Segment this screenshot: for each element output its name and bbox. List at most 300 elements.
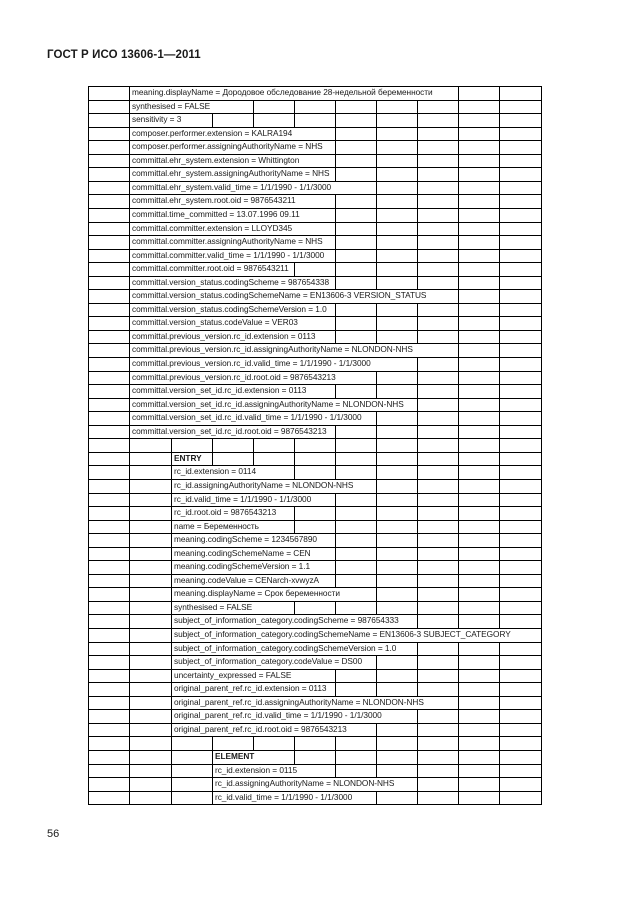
table-cell-text: rc_id.root.oid = 9876543213 — [174, 507, 277, 517]
table-column-rule — [541, 642, 542, 656]
table-column-rule — [499, 316, 500, 331]
table-column-rule — [129, 425, 130, 439]
table-column-rule — [541, 289, 542, 304]
table-column-rule — [376, 113, 377, 128]
table-column-rule — [417, 425, 418, 439]
table-column-rule — [376, 127, 377, 141]
table-column-rule — [541, 181, 542, 195]
table-column-rule — [499, 154, 500, 168]
table-column-rule — [129, 709, 130, 724]
table-column-rule — [335, 303, 336, 317]
table-column-rule — [458, 303, 459, 317]
table-column-rule — [129, 262, 130, 277]
table-column-rule — [335, 316, 336, 331]
table-column-rule — [499, 113, 500, 128]
table-column-rule — [376, 208, 377, 223]
table-column-rule — [499, 208, 500, 223]
table-column-rule — [417, 235, 418, 250]
table-column-rule — [417, 520, 418, 534]
table-column-rule — [88, 709, 89, 724]
table-column-rule — [335, 533, 336, 548]
table-column-rule — [541, 560, 542, 575]
section-heading: ENTRY — [174, 453, 202, 463]
table-column-rule — [88, 614, 89, 629]
table-column-rule — [171, 452, 172, 466]
table-column-rule — [171, 587, 172, 602]
table-column-rule — [171, 764, 172, 778]
table-column-rule — [541, 208, 542, 223]
table-cell-text: committal.committer.valid_time = 1/1/1990 - 1/1/3000 — [132, 250, 325, 260]
table-column-rule — [376, 452, 377, 466]
table-column-rule — [417, 262, 418, 277]
table-column-rule — [129, 560, 130, 575]
table-column-rule — [499, 750, 500, 765]
table-column-rule — [212, 736, 213, 751]
table-cell-text: committal.ehr_system.assigningAuthorityName = NHS — [132, 168, 330, 178]
table-column-rule — [417, 764, 418, 778]
table-column-rule — [417, 411, 418, 426]
table-column-rule — [171, 750, 172, 765]
table-column-rule — [129, 764, 130, 778]
table-cell-text: committal.ehr_system.valid_time = 1/1/1990 - 1/1/3000 — [132, 182, 332, 192]
table-column-rule — [88, 479, 89, 494]
table-column-rule — [129, 208, 130, 223]
table-column-rule — [458, 709, 459, 724]
table-column-rule — [541, 167, 542, 182]
table-column-rule — [171, 438, 172, 453]
table-column-rule — [129, 222, 130, 236]
table-column-rule — [499, 167, 500, 182]
table-column-rule — [541, 425, 542, 439]
table-column-rule — [541, 235, 542, 250]
table-column-rule — [129, 696, 130, 710]
table-cell-text: committal.version_status.codingSchemeVersion = 1.0 — [132, 304, 327, 314]
table-column-rule — [171, 465, 172, 480]
table-column-rule — [417, 777, 418, 792]
table-column-rule — [129, 736, 130, 751]
table-column-rule — [376, 154, 377, 168]
table-cell-text: subject_of_information_category.codingSchemeName = EN13606-3 SUBJECT_CATEGORY — [174, 629, 511, 639]
table-column-rule — [458, 791, 459, 805]
table-column-rule — [88, 208, 89, 223]
table-column-rule — [541, 696, 542, 710]
table-column-rule — [499, 506, 500, 521]
table-column-rule — [458, 113, 459, 128]
table-cell-text: committal.committer.assigningAuthorityName = NHS — [132, 236, 323, 246]
table-column-rule — [541, 357, 542, 372]
table-column-rule — [376, 249, 377, 263]
table-column-rule — [294, 465, 295, 480]
table-cell-text: original_parent_ref.rc_id.root.oid = 9876543213 — [174, 724, 347, 734]
table-column-rule — [376, 587, 377, 602]
table-column-rule — [129, 465, 130, 480]
table-cell-text: committal.ehr_system.root.oid = 9876543211 — [132, 195, 296, 205]
table-column-rule — [129, 194, 130, 209]
table-column-rule — [458, 235, 459, 250]
table-column-rule — [376, 547, 377, 561]
table-column-rule — [458, 398, 459, 412]
table-column-rule — [335, 249, 336, 263]
table-cell-text: synthesised = FALSE — [132, 101, 211, 111]
table-column-rule — [458, 479, 459, 494]
table-column-rule — [376, 533, 377, 548]
table-column-rule — [541, 86, 542, 101]
table-column-rule — [376, 560, 377, 575]
table-column-rule — [129, 167, 130, 182]
table-cell-text: committal.committer.extension = LLOYD345 — [132, 223, 293, 233]
table-column-rule — [129, 249, 130, 263]
page-number: 56 — [47, 828, 60, 840]
table-column-rule — [88, 316, 89, 331]
table-column-rule — [417, 709, 418, 724]
table-column-rule — [417, 506, 418, 521]
table-column-rule — [376, 262, 377, 277]
table-column-rule — [417, 181, 418, 195]
table-column-rule — [499, 601, 500, 615]
table-column-rule — [88, 750, 89, 765]
table-rule — [88, 520, 542, 521]
table-cell-text: rc_id.extension = 0114 — [174, 466, 257, 476]
table-column-rule — [294, 736, 295, 751]
table-column-rule — [376, 316, 377, 331]
table-cell-text: original_parent_ref.rc_id.valid_time = 1/1/1990 - 1/1/3000 — [174, 710, 382, 720]
table-column-rule — [541, 669, 542, 683]
table-column-rule — [335, 330, 336, 344]
table-column-rule — [458, 100, 459, 114]
table-column-rule — [376, 465, 377, 480]
table-column-rule — [129, 330, 130, 344]
table-column-rule — [294, 601, 295, 615]
table-column-rule — [129, 343, 130, 358]
table-column-rule — [335, 520, 336, 534]
table-column-rule — [171, 669, 172, 683]
table-column-rule — [335, 140, 336, 155]
table-column-rule — [253, 736, 254, 751]
table-column-rule — [335, 493, 336, 507]
table-column-rule — [129, 655, 130, 670]
table-column-rule — [171, 791, 172, 805]
table-column-rule — [417, 723, 418, 737]
table-column-rule — [376, 750, 377, 765]
table-column-rule — [458, 316, 459, 331]
table-column-rule — [541, 764, 542, 778]
table-column-rule — [376, 371, 377, 385]
table-column-rule — [88, 452, 89, 466]
table-column-rule — [541, 709, 542, 724]
table-column-rule — [335, 222, 336, 236]
table-column-rule — [88, 777, 89, 792]
table-column-rule — [458, 669, 459, 683]
table-column-rule — [335, 669, 336, 683]
table-column-rule — [541, 791, 542, 805]
table-column-rule — [171, 547, 172, 561]
table-column-rule — [376, 669, 377, 683]
table-column-rule — [212, 452, 213, 466]
table-column-rule — [417, 194, 418, 209]
table-column-rule — [88, 533, 89, 548]
table-column-rule — [171, 655, 172, 670]
table-column-rule — [335, 425, 336, 439]
table-column-rule — [417, 560, 418, 575]
data-table — [88, 86, 542, 804]
table-column-rule — [129, 493, 130, 507]
table-column-rule — [129, 316, 130, 331]
table-column-rule — [417, 249, 418, 263]
table-cell-text: committal.ehr_system.extension = Whittington — [132, 155, 300, 165]
table-column-rule — [88, 438, 89, 453]
table-column-rule — [417, 276, 418, 290]
table-column-rule — [129, 276, 130, 290]
table-column-rule — [417, 438, 418, 453]
table-column-rule — [376, 425, 377, 439]
table-column-rule — [335, 276, 336, 290]
table-column-rule — [541, 316, 542, 331]
table-column-rule — [458, 764, 459, 778]
table-rule — [88, 493, 542, 494]
table-column-rule — [88, 398, 89, 412]
table-column-rule — [129, 682, 130, 697]
table-column-rule — [499, 791, 500, 805]
table-column-rule — [499, 547, 500, 561]
table-cell-text: rc_id.assigningAuthorityName = NLONDON-NHS — [215, 778, 395, 788]
table-column-rule — [253, 100, 254, 114]
table-rule — [88, 560, 542, 561]
table-column-rule — [499, 736, 500, 751]
table-column-rule — [88, 276, 89, 290]
table-column-rule — [541, 249, 542, 263]
table-column-rule — [541, 628, 542, 643]
table-column-rule — [129, 113, 130, 128]
table-column-rule — [541, 154, 542, 168]
table-rule — [88, 452, 542, 453]
table-column-rule — [458, 249, 459, 263]
table-column-rule — [458, 560, 459, 575]
table-column-rule — [88, 262, 89, 277]
table-column-rule — [88, 642, 89, 656]
table-column-rule — [171, 533, 172, 548]
table-rule — [88, 750, 542, 751]
table-column-rule — [129, 452, 130, 466]
table-column-rule — [499, 777, 500, 792]
table-column-rule — [212, 113, 213, 128]
table-column-rule — [376, 791, 377, 805]
table-column-rule — [171, 736, 172, 751]
table-column-rule — [335, 682, 336, 697]
table-column-rule — [88, 371, 89, 385]
table-column-rule — [541, 330, 542, 344]
table-cell-text: meaning.codingSchemeName = CEN — [174, 548, 311, 558]
table-column-rule — [376, 167, 377, 182]
table-column-rule — [335, 601, 336, 615]
table-column-rule — [376, 723, 377, 737]
table-column-rule — [499, 343, 500, 358]
table-column-rule — [458, 682, 459, 697]
table-rule — [88, 764, 542, 765]
table-column-rule — [458, 777, 459, 792]
table-column-rule — [129, 628, 130, 643]
table-column-rule — [171, 628, 172, 643]
table-column-rule — [335, 750, 336, 765]
table-column-rule — [499, 330, 500, 344]
table-column-rule — [458, 357, 459, 372]
table-cell-text: rc_id.extension = 0115 — [215, 765, 298, 775]
table-cell-text: committal.previous_version.rc_id.assigningAuthorityName = NLONDON-NHS — [132, 344, 413, 354]
table-column-rule — [499, 682, 500, 697]
table-rule — [88, 601, 542, 602]
table-column-rule — [294, 262, 295, 277]
table-column-rule — [458, 493, 459, 507]
table-column-rule — [129, 289, 130, 304]
table-column-rule — [541, 574, 542, 588]
table-column-rule — [129, 642, 130, 656]
table-column-rule — [458, 167, 459, 182]
table-column-rule — [335, 262, 336, 277]
table-column-rule — [458, 194, 459, 209]
table-column-rule — [458, 371, 459, 385]
table-column-rule — [541, 411, 542, 426]
table-column-rule — [499, 533, 500, 548]
table-column-rule — [541, 479, 542, 494]
table-column-rule — [458, 614, 459, 629]
table-column-rule — [88, 520, 89, 534]
table-column-rule — [417, 547, 418, 561]
table-column-rule — [335, 547, 336, 561]
table-column-rule — [541, 398, 542, 412]
table-column-rule — [129, 303, 130, 317]
table-column-rule — [499, 276, 500, 290]
table-column-rule — [129, 398, 130, 412]
table-column-rule — [499, 289, 500, 304]
table-column-rule — [458, 452, 459, 466]
table-cell-text: committal.time_committed = 13.07.1996 09.11 — [132, 209, 300, 219]
table-column-rule — [458, 127, 459, 141]
table-column-rule — [376, 330, 377, 344]
table-column-rule — [458, 723, 459, 737]
table-column-rule — [499, 520, 500, 534]
table-column-rule — [171, 479, 172, 494]
table-column-rule — [499, 140, 500, 155]
table-column-rule — [541, 587, 542, 602]
table-column-rule — [541, 750, 542, 765]
table-column-rule — [335, 506, 336, 521]
table-column-rule — [88, 330, 89, 344]
table-column-rule — [171, 601, 172, 615]
table-column-rule — [541, 127, 542, 141]
table-column-rule — [417, 384, 418, 399]
table-column-rule — [541, 777, 542, 792]
table-column-rule — [335, 465, 336, 480]
table-column-rule — [129, 520, 130, 534]
table-cell-text: committal.version_set_id.rc_id.assigningAuthorityName = NLONDON-NHS — [132, 399, 404, 409]
table-column-rule — [212, 438, 213, 453]
table-column-rule — [417, 479, 418, 494]
table-column-rule — [376, 764, 377, 778]
table-column-rule — [88, 560, 89, 575]
table-column-rule — [458, 736, 459, 751]
table-column-rule — [335, 113, 336, 128]
table-column-rule — [335, 452, 336, 466]
table-column-rule — [417, 736, 418, 751]
table-cell-text: committal.version_set_id.rc_id.valid_time = 1/1/1990 - 1/1/3000 — [132, 412, 362, 422]
table-column-rule — [335, 208, 336, 223]
table-column-rule — [88, 181, 89, 195]
table-column-rule — [458, 154, 459, 168]
table-column-rule — [335, 100, 336, 114]
table-column-rule — [499, 655, 500, 670]
table-cell-text: meaning.displayName = Срок беременности — [174, 588, 340, 598]
table-column-rule — [253, 113, 254, 128]
table-column-rule — [417, 642, 418, 656]
table-column-rule — [499, 194, 500, 209]
table-column-rule — [253, 452, 254, 466]
table-column-rule — [376, 736, 377, 751]
table-column-rule — [335, 560, 336, 575]
table-column-rule — [376, 655, 377, 670]
table-column-rule — [129, 411, 130, 426]
table-column-rule — [129, 371, 130, 385]
table-column-rule — [88, 601, 89, 615]
document-header: ГОСТ Р ИСО 13606-1—2011 — [47, 49, 201, 61]
table-cell-text: meaning.codingScheme = 1234567890 — [174, 534, 317, 544]
table-column-rule — [376, 479, 377, 494]
table-column-rule — [171, 777, 172, 792]
table-cell-text: meaning.codeValue = CENarch-xvwyzA — [174, 575, 320, 585]
table-column-rule — [88, 587, 89, 602]
table-column-rule — [458, 574, 459, 588]
table-column-rule — [376, 506, 377, 521]
table-column-rule — [458, 276, 459, 290]
table-column-rule — [499, 465, 500, 480]
table-column-rule — [129, 533, 130, 548]
table-column-rule — [88, 736, 89, 751]
table-column-rule — [541, 262, 542, 277]
table-column-rule — [417, 357, 418, 372]
table-column-rule — [499, 574, 500, 588]
table-column-rule — [417, 750, 418, 765]
table-column-rule — [541, 520, 542, 534]
table-column-rule — [417, 791, 418, 805]
table-column-rule — [499, 127, 500, 141]
table-column-rule — [335, 167, 336, 182]
table-column-rule — [88, 574, 89, 588]
table-column-rule — [335, 235, 336, 250]
table-column-rule — [335, 154, 336, 168]
table-column-rule — [88, 343, 89, 358]
table-column-rule — [541, 384, 542, 399]
table-column-rule — [417, 601, 418, 615]
table-column-rule — [541, 100, 542, 114]
table-column-rule — [129, 669, 130, 683]
table-column-rule — [212, 750, 213, 765]
table-column-rule — [417, 574, 418, 588]
table-column-rule — [376, 140, 377, 155]
table-column-rule — [129, 601, 130, 615]
table-column-rule — [458, 289, 459, 304]
table-column-rule — [458, 642, 459, 656]
table-column-rule — [458, 343, 459, 358]
table-column-rule — [458, 140, 459, 155]
table-column-rule — [129, 235, 130, 250]
table-column-rule — [458, 655, 459, 670]
table-column-rule — [129, 587, 130, 602]
table-column-rule — [541, 276, 542, 290]
table-cell-text: meaning.codingSchemeVersion = 1.1 — [174, 561, 311, 571]
table-column-rule — [417, 587, 418, 602]
table-column-rule — [129, 614, 130, 629]
table-cell-text: committal.previous_version.rc_id.extension = 0113 — [132, 331, 316, 341]
table-column-rule — [541, 113, 542, 128]
table-column-rule — [541, 547, 542, 561]
